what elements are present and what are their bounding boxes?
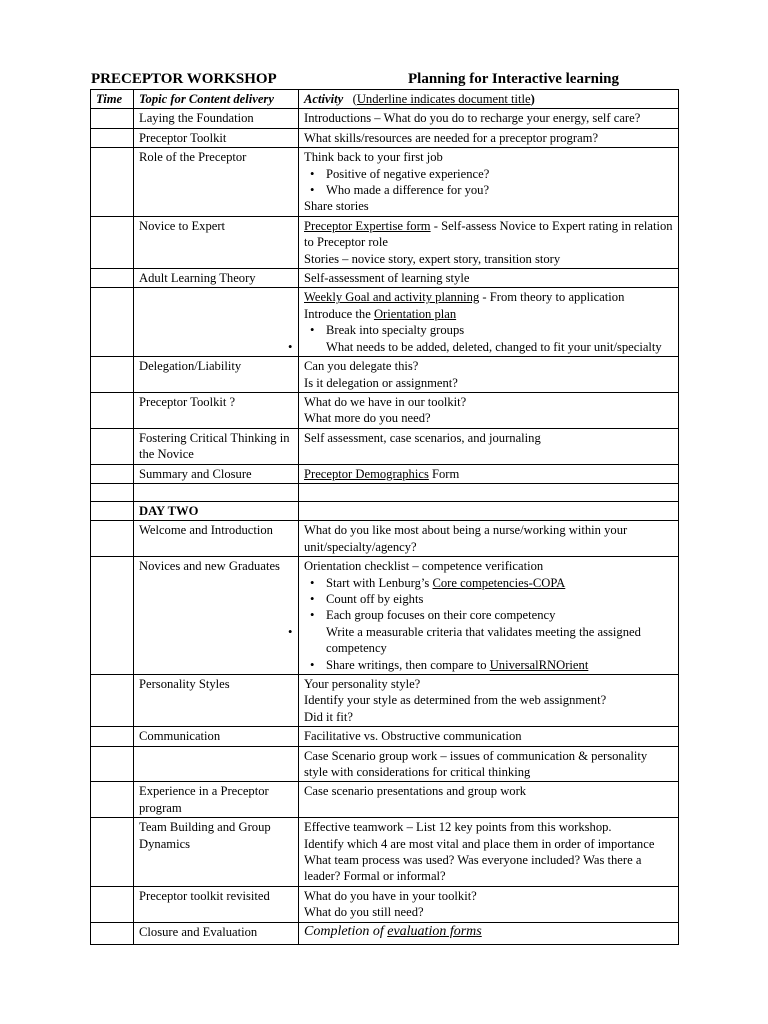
- table-row: [91, 501, 679, 520]
- activity-line: Share stories: [304, 199, 369, 214]
- activity-cell: Facilitative vs. Obstructive communication: [299, 727, 679, 746]
- table-row: [91, 557, 679, 675]
- header-activity: [299, 90, 679, 109]
- activity-line: What do you have in your toolkit?: [304, 888, 477, 903]
- activity-line: Effective teamwork – List 12 key points from this workshop.: [304, 820, 612, 835]
- topic-cell: Fostering Critical Thinking in the Novice: [134, 428, 299, 464]
- topic-cell: Experience in a Preceptor program: [134, 782, 299, 818]
- time-cell: [91, 109, 134, 128]
- activity-cell: [299, 216, 679, 268]
- time-cell: [91, 501, 134, 520]
- activity-text: Start with Lenburg’s: [326, 575, 433, 590]
- time-cell: [91, 521, 134, 557]
- table-row: [91, 288, 679, 357]
- topic-cell: [134, 288, 299, 357]
- topic-cell: Summary and Closure: [134, 464, 299, 483]
- header-time: Time: [91, 90, 134, 109]
- topic-cell: Closure and Evaluation: [134, 922, 299, 944]
- activity-cell: [299, 818, 679, 887]
- activity-cell: [299, 675, 679, 727]
- table-row: [91, 886, 679, 922]
- activity-line: Think back to your first job: [304, 150, 443, 165]
- activity-line: Is it delegation or assignment?: [304, 375, 458, 390]
- time-cell: [91, 288, 134, 357]
- time-cell: [91, 128, 134, 147]
- activity-text: Form: [428, 466, 460, 481]
- topic-cell: Personality Styles: [134, 675, 299, 727]
- topic-cell: [134, 746, 299, 782]
- document-title-link: UniversalRNOrient: [489, 657, 589, 672]
- topic-cell: Novice to Expert: [134, 216, 299, 268]
- day-two-heading: DAY TWO: [134, 501, 299, 520]
- activity-cell: [299, 922, 679, 944]
- topic-cell: Preceptor Toolkit: [134, 128, 299, 147]
- topic-cell: [134, 483, 299, 501]
- table-row: [91, 818, 679, 887]
- time-cell: [91, 357, 134, 393]
- time-cell: [91, 557, 134, 675]
- bullet-list: [304, 575, 673, 673]
- bullet-item: • Break into specialty groups: [326, 322, 673, 338]
- activity-line: Identify which 4 are most vital and place them in order of importance: [304, 836, 655, 851]
- topic-cell: Team Building and Group Dynamics: [134, 818, 299, 887]
- header-paren-close: ): [530, 92, 535, 106]
- table-row: [91, 269, 679, 288]
- document-title-link: Preceptor Demographics: [304, 466, 429, 481]
- topic-cell: Delegation/Liability: [134, 357, 299, 393]
- table-row: [91, 483, 679, 501]
- table-row: [91, 109, 679, 128]
- header-activity-note: Underline indicates document title: [356, 92, 531, 106]
- activity-line: What team process was used? Was everyone included? Was there a leader? Formal or informal?: [304, 853, 642, 884]
- activity-cell: [299, 392, 679, 428]
- table-header-row: [91, 90, 679, 109]
- table-row: [91, 464, 679, 483]
- bullet-item: • Positive of negative experience?: [326, 166, 673, 182]
- time-cell: [91, 392, 134, 428]
- time-cell: [91, 464, 134, 483]
- table-row: [91, 727, 679, 746]
- activity-cell: Self-assessment of learning style: [299, 269, 679, 288]
- activity-line: [304, 218, 673, 251]
- table-row: [91, 746, 679, 782]
- topic-cell: Laying the Foundation: [134, 109, 299, 128]
- activity-cell: [299, 464, 679, 483]
- activity-line: What do you still need?: [304, 905, 424, 920]
- table-row: [91, 128, 679, 147]
- time-cell: [91, 148, 134, 217]
- table-row: [91, 428, 679, 464]
- time-cell: [91, 886, 134, 922]
- time-cell: [91, 675, 134, 727]
- time-cell: [91, 922, 134, 944]
- header-paren-open: (: [352, 92, 357, 106]
- time-cell: [91, 216, 134, 268]
- activity-line: [304, 289, 673, 305]
- activity-line: Can you delegate this?: [304, 359, 419, 374]
- activity-cell: [299, 288, 679, 357]
- activity-line: Stories – novice story, expert story, transition story: [304, 251, 561, 266]
- bullet-item: • Who made a difference for you?: [326, 182, 673, 198]
- activity-cell: Introductions – What do you do to recharge your energy, self care?: [299, 109, 679, 128]
- activity-cell: [299, 501, 679, 520]
- document-title-link: evaluation forms: [387, 923, 482, 939]
- table-row: [91, 357, 679, 393]
- activity-cell: [299, 886, 679, 922]
- activity-cell: Self assessment, case scenarios, and journaling: [299, 428, 679, 464]
- time-cell: [91, 483, 134, 501]
- bullet-item: • Count off by eights: [326, 591, 673, 607]
- topic-cell: Role of the Preceptor: [134, 148, 299, 217]
- time-cell: [91, 818, 134, 887]
- table-row: [91, 675, 679, 727]
- time-cell: [91, 782, 134, 818]
- activity-line: Did it fit?: [304, 709, 353, 724]
- topic-cell: Novices and new Graduates: [134, 557, 299, 675]
- document-title-link: Preceptor Expertise form: [304, 218, 431, 233]
- table-row: [91, 782, 679, 818]
- table-row: [91, 922, 679, 944]
- time-cell: [91, 428, 134, 464]
- table-row: [91, 521, 679, 557]
- activity-text: Share writings, then compare to: [326, 657, 490, 672]
- activity-line: Orientation checklist – competence verification: [304, 559, 544, 574]
- document-title-link: Weekly Goal and activity planning: [304, 290, 480, 305]
- activity-text: Introduce the: [304, 306, 374, 321]
- workshop-plan-table: [90, 89, 679, 945]
- activity-text: Completion of: [304, 923, 388, 939]
- activity-line: [304, 306, 673, 322]
- bullet-item: • What needs to be added, deleted, changed to fit your unit/specialty: [304, 339, 673, 355]
- table-row: [91, 216, 679, 268]
- activity-cell: Case scenario presentations and group work: [299, 782, 679, 818]
- time-cell: [91, 269, 134, 288]
- activity-cell: [299, 148, 679, 217]
- document-subtitle: Planning for Interactive learning: [408, 71, 619, 87]
- activity-cell: [299, 557, 679, 675]
- time-cell: [91, 727, 134, 746]
- activity-cell: Case Scenario group work – issues of communication & personality style with considerations for critical thinking: [299, 746, 679, 782]
- activity-line: Your personality style?: [304, 677, 421, 691]
- header-topic: Topic for Content delivery: [134, 90, 299, 109]
- header-activity-label: Activity: [304, 92, 344, 106]
- time-cell: [91, 746, 134, 782]
- activity-cell: What do you like most about being a nurse/working within your unit/specialty/agency?: [299, 521, 679, 557]
- bullet-item: [326, 657, 673, 673]
- table-row: [91, 148, 679, 217]
- bullet-item: • Each group focuses on their core competency: [326, 607, 673, 623]
- activity-line: What do we have in our toolkit?: [304, 394, 467, 409]
- topic-cell: Communication: [134, 727, 299, 746]
- topic-cell: Adult Learning Theory: [134, 269, 299, 288]
- activity-line: Identify your style as determined from the web assignment?: [304, 693, 607, 708]
- activity-cell: [299, 357, 679, 393]
- activity-cell: What skills/resources are needed for a preceptor program?: [299, 128, 679, 147]
- topic-cell: Preceptor toolkit revisited: [134, 886, 299, 922]
- table-row: [91, 392, 679, 428]
- activity-text: - Self-assess Novice to Expert rating in relation to Preceptor role: [304, 218, 673, 250]
- bullet-item: • Write a measurable criteria that validates meeting the assigned competency: [304, 624, 673, 657]
- document-title-link: Core competencies-COPA: [432, 575, 566, 590]
- bullet-list: [304, 322, 673, 355]
- document-title: PRECEPTOR WORKSHOP: [91, 71, 277, 87]
- activity-cell: [299, 483, 679, 501]
- topic-cell: Preceptor Toolkit ?: [134, 392, 299, 428]
- document-title-link: Orientation plan: [373, 306, 457, 321]
- bullet-list: [304, 166, 673, 199]
- activity-text: - From theory to application: [479, 290, 625, 305]
- activity-line: What more do you need?: [304, 411, 431, 426]
- topic-cell: Welcome and Introduction: [134, 521, 299, 557]
- bullet-item: [326, 575, 673, 591]
